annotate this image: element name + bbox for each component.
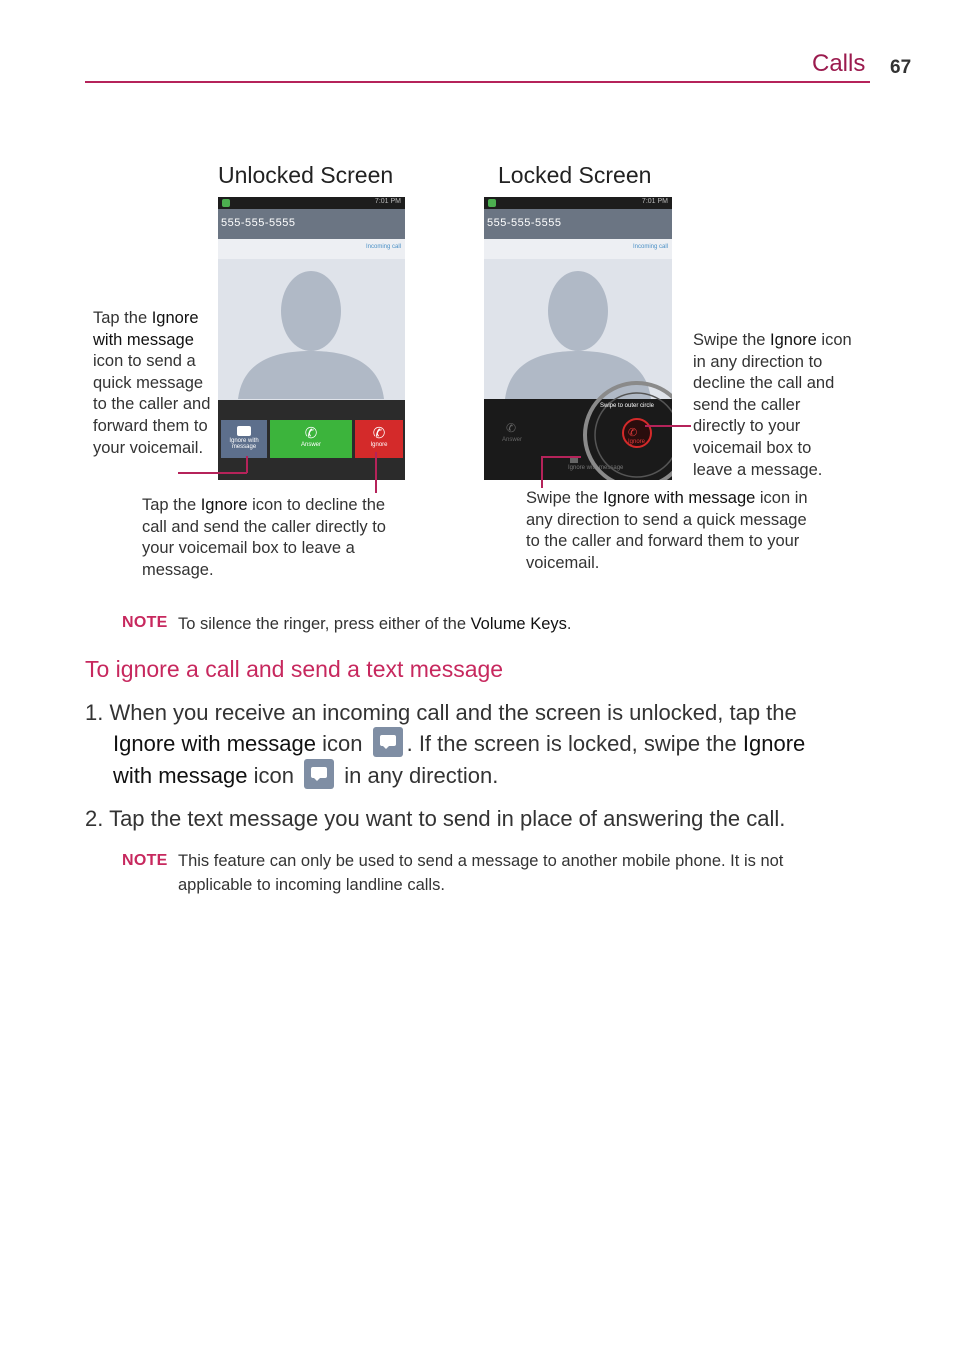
note-label: NOTE <box>122 852 168 869</box>
caller-silhouette-icon <box>218 259 405 399</box>
note-label: NOTE <box>122 614 168 631</box>
ignore-label: Ignore <box>370 442 388 448</box>
message-bubble-icon <box>304 759 334 789</box>
locked-screen-image <box>484 197 672 480</box>
leader-line <box>178 472 247 474</box>
callout-swipe-ignore-with-message: Swipe the Ignore with message icon in any direction to send a quick message to the caller and forward them to your voicemail. <box>526 489 808 572</box>
ignore-with-message-label: Ignore with message <box>229 438 259 450</box>
locked-answer-label: Answer <box>502 437 523 443</box>
locked-screen-title: Locked Screen <box>498 162 652 188</box>
leader-line <box>541 456 581 458</box>
message-bubble-icon <box>373 727 403 757</box>
note-landline: This feature can only be used to send a message to another mobile phone. It is not applicable to incoming landline calls. <box>178 852 784 894</box>
phone-icon: ✆ <box>304 425 318 442</box>
swipe-hint: Swipe to outer circle <box>600 403 655 409</box>
incoming-call-label: Incoming call <box>365 244 401 250</box>
locked-ignore-label: Ignore <box>628 439 646 445</box>
caller-number: 555-555-5555 <box>487 217 562 229</box>
locked-ignore-icon[interactable]: ✆ <box>628 427 638 439</box>
leader-line <box>246 456 248 473</box>
step-1-line-3: with message icon in any direction. <box>85 760 885 792</box>
locked-ignore-with-message-label: Ignore with message <box>568 465 624 471</box>
note-silence-ringer: To silence the ringer, press either of the Volume Keys. <box>178 615 572 633</box>
message-bubble-icon <box>237 426 251 436</box>
callout-swipe-ignore: Swipe the Ignore icon in any direction to decline the call and send the caller directly to your voicemail box to leave a message. <box>693 331 852 479</box>
step-1-line-2: Ignore with message icon . If the screen is locked, swipe the Ignore <box>85 728 885 760</box>
caller-number-bar <box>484 209 672 239</box>
incoming-call-bar <box>218 239 405 259</box>
ignore-with-message-button[interactable] <box>221 420 267 458</box>
callout-ignore: Tap the Ignore icon to decline the call and send the caller directly to your voicemail box to leave a message. <box>142 496 386 579</box>
status-bar <box>218 197 405 209</box>
unlocked-screen-title: Unlocked Screen <box>218 162 394 188</box>
ignore-button[interactable] <box>355 420 403 458</box>
call-status-icon <box>488 199 496 207</box>
step-1 <box>85 697 885 792</box>
leader-line <box>541 456 543 488</box>
leader-line <box>375 452 377 493</box>
swipe-circle <box>574 377 672 480</box>
section-title: Calls <box>812 50 866 77</box>
call-status-icon <box>222 199 230 207</box>
status-time: 7:01 PM <box>641 198 668 205</box>
answer-button[interactable] <box>270 420 352 458</box>
header-rule <box>85 81 870 83</box>
caller-number-bar <box>218 209 405 239</box>
hang-up-icon: ✆ <box>372 425 386 442</box>
answer-phone-icon[interactable]: ✆ <box>506 421 517 435</box>
callout-ignore-with-message: Tap the Ignore with message icon to send a quick message to the caller and forward them to your voicemail. <box>93 309 211 457</box>
answer-label: Answer <box>300 442 321 448</box>
status-bar <box>484 197 672 209</box>
status-time: 7:01 PM <box>374 198 401 205</box>
step-1-line-1: 1. When you receive an incoming call and the screen is unlocked, tap the <box>85 700 797 725</box>
section-heading: To ignore a call and send a text message <box>85 656 504 682</box>
step-2: 2. Tap the text message you want to send in place of answering the call. <box>85 806 786 831</box>
page-number: 67 <box>890 57 912 78</box>
caller-number: 555-555-5555 <box>221 217 296 229</box>
unlocked-screen-image <box>218 197 405 480</box>
incoming-call-bar <box>484 239 672 259</box>
leader-line <box>645 425 691 427</box>
incoming-call-label: Incoming call <box>632 244 668 250</box>
